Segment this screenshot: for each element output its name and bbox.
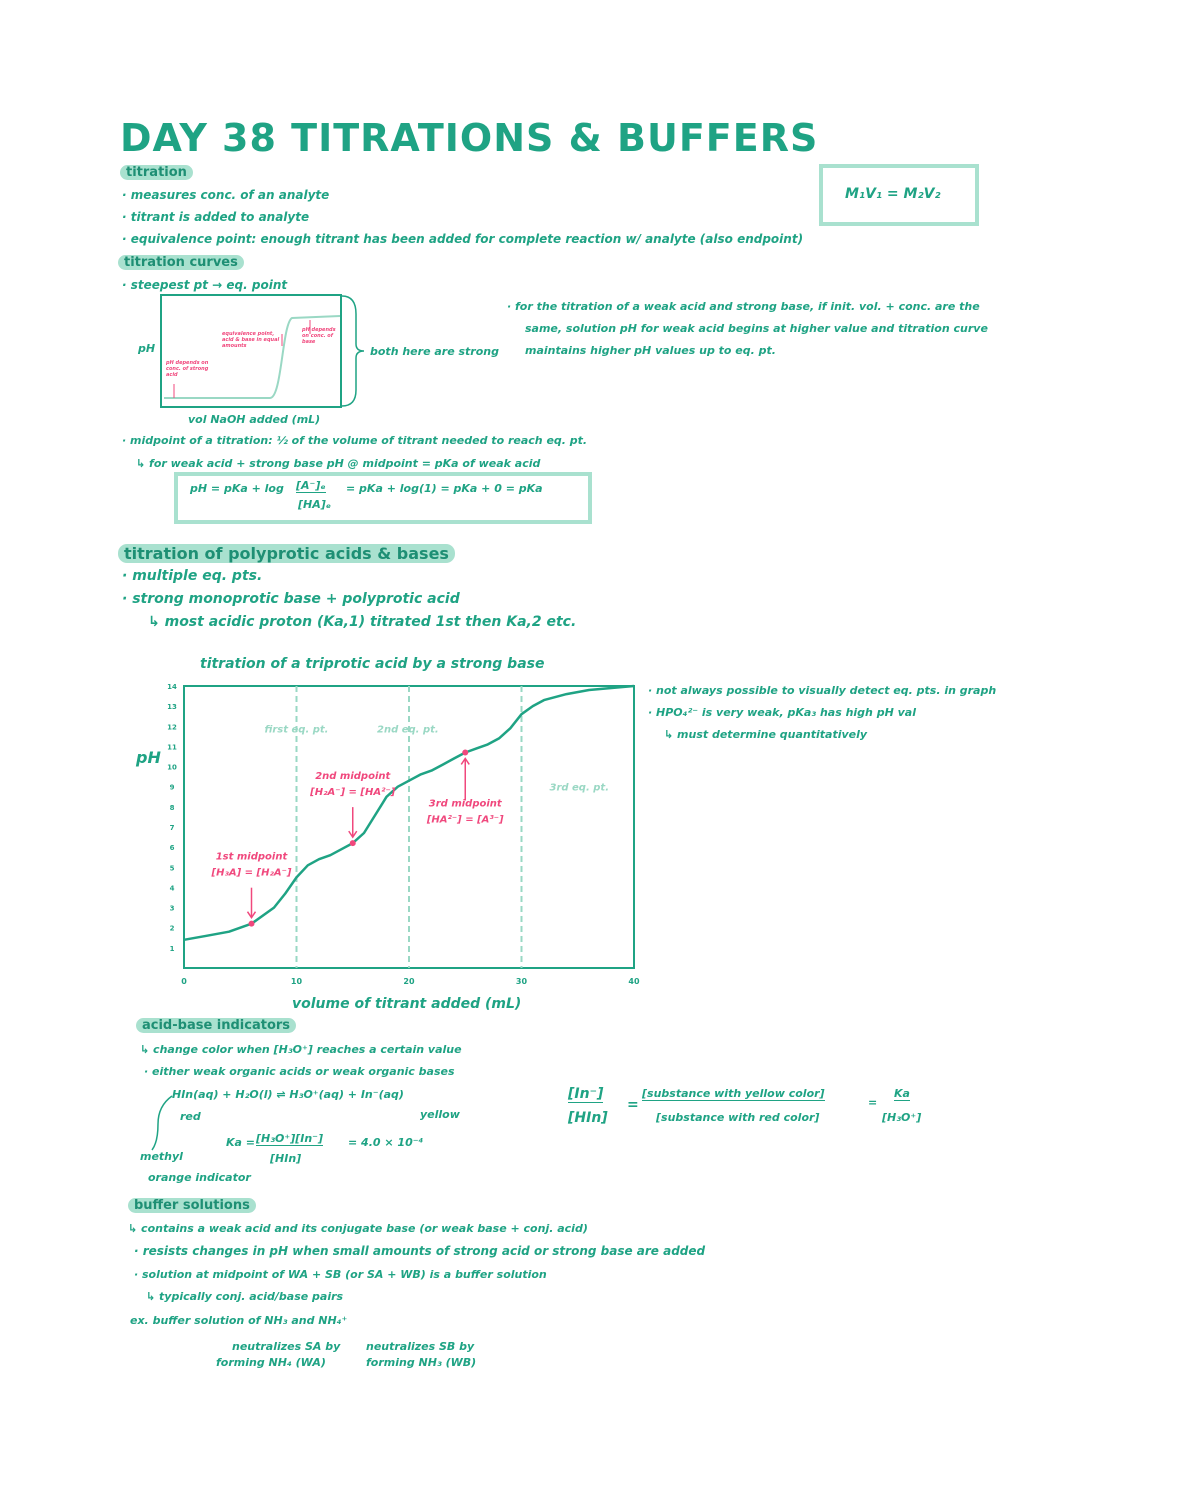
polyprotic-sub: ↳ most acidic proton (Ka,1) titrated 1st then Ka,2 etc.: [148, 614, 577, 630]
y-tick-13: 14: [167, 683, 177, 691]
y-tick-0: 1: [169, 944, 175, 953]
buffer-line-1: ↳ contains a weak acid and its conjugate base (or weak base + conj. acid): [128, 1222, 588, 1235]
heading-buffers: buffer solutions: [128, 1198, 256, 1213]
hh-denominator: [HA]ₑ: [298, 498, 332, 511]
ratio-in: [In⁻]: [568, 1086, 604, 1102]
neutralize-sb-2: forming NH₃ (WB): [366, 1356, 477, 1369]
midpoint-condition-1: [H₃A] = [H₂A⁻]: [211, 867, 292, 879]
y-tick-12: 13: [167, 703, 177, 712]
ratio-h3o: [H₃O⁺]: [882, 1111, 922, 1124]
midpoint-weak-acid: ↳ for weak acid + strong base pH @ midpoint = pKa of weak acid: [136, 457, 541, 470]
x-tick-2: 20: [403, 977, 415, 986]
ka-numerator: [H₃O⁺][In⁻]: [256, 1132, 324, 1145]
titration-bullet-2: · titrant is added to analyte: [122, 210, 310, 224]
small-graph-y-label: pH: [138, 342, 156, 355]
chart-side-note-1: · not always possible to visually detect eq. pts. in graph: [648, 684, 997, 697]
small-graph-x-label: vol NaOH added (mL): [188, 413, 321, 426]
methyl-orange-bracket: [150, 1094, 190, 1154]
henderson-box: [174, 472, 592, 524]
midpoint-label-1: 1st midpoint: [215, 851, 288, 863]
orange-indicator-label: orange indicator: [148, 1171, 251, 1184]
hh-rhs: = pKa + log(1) = pKa + 0 = pKa: [346, 482, 543, 495]
midpoint-condition-2: [H₂A⁻] = [HA²⁻]: [310, 787, 396, 799]
buffer-line-2: · resists changes in pH when small amounts of strong acid or strong base are added: [134, 1244, 706, 1258]
ratio-yellow: [substance with yellow color]: [642, 1087, 825, 1100]
x-tick-1: 10: [290, 977, 303, 986]
heading-titration: titration: [120, 165, 193, 180]
ratio-equals-1: =: [627, 1097, 639, 1113]
y-tick-8: 9: [169, 783, 175, 792]
ratio-hin: [HIn]: [568, 1110, 608, 1126]
ratio-red: [substance with red color]: [656, 1111, 820, 1124]
weak-acid-note-2: same, solution pH for weak acid begins at higher value and titration curve: [525, 322, 988, 335]
neutralize-sa-2: forming NH₄ (WA): [216, 1356, 326, 1369]
small-graph-pink-note-1: pH depends on conc. of strong acid: [166, 360, 209, 378]
small-graph-pink-note-2: equivalence point, acid & base in equal amounts: [222, 331, 280, 349]
x-tick-0: 0: [181, 977, 187, 986]
indicator-line-2: · either weak organic acids or weak organic bases: [144, 1065, 455, 1078]
chart-side-note-2: · HPO₄²⁻ is very weak, pKa₃ has high pH val: [648, 706, 916, 719]
ratio-equals-2: =: [868, 1096, 878, 1109]
y-tick-5: 6: [169, 844, 175, 853]
heading-indicators: acid-base indicators: [136, 1018, 296, 1033]
titration-bullet-3: · equivalence point: enough titrant has been added for complete reaction w/ analyte (also endpoint): [122, 232, 804, 246]
methyl-label: methyl: [140, 1150, 183, 1163]
buffer-line-3: · solution at midpoint of WA + SB (or SA + WB) is a buffer solution: [134, 1268, 547, 1281]
polyprotic-bullet-1: · multiple eq. pts.: [122, 568, 263, 584]
ratio-ka: Ka: [894, 1087, 910, 1100]
ka-value: = 4.0 × 10⁻⁴: [348, 1136, 424, 1149]
small-graph-pink-note-3: pH depends on conc. of base: [302, 327, 336, 345]
midpoint-definition: · midpoint of a titration: ½ of the volume of titrant needed to reach eq. pt.: [122, 434, 588, 447]
indicator-reaction: HIn(aq) + H₂O(l) ⇌ H₃O⁺(aq) + In⁻(aq): [172, 1088, 404, 1101]
y-tick-2: 3: [169, 904, 175, 913]
hh-numerator: [A⁻]ₑ: [296, 479, 326, 492]
polyprotic-bullet-2: · strong monoprotic base + polyprotic acid: [122, 591, 460, 607]
small-titration-graph: [160, 294, 400, 414]
hh-lhs: pH = pKa + log: [190, 482, 284, 495]
buffer-line-4: ↳ typically conj. acid/base pairs: [146, 1290, 344, 1303]
heading-titration-curves: titration curves: [118, 255, 244, 270]
midpoint-dot-3: [462, 749, 468, 755]
weak-acid-note-1: · for the titration of a weak acid and strong base, if init. vol. + conc. are the: [507, 300, 980, 313]
chart-y-label: pH: [136, 748, 161, 767]
buffer-line-5: ex. buffer solution of NH₃ and NH₄⁺: [130, 1314, 348, 1327]
midpoint-condition-3: [HA²⁻] = [A³⁻]: [426, 814, 504, 826]
eq-label-3: 3rd eq. pt.: [549, 782, 609, 794]
y-tick-9: 10: [167, 763, 177, 772]
red-label: red: [180, 1110, 201, 1123]
midpoint-dot-1: [249, 921, 255, 927]
heading-polyprotic: titration of polyprotic acids & bases: [118, 544, 455, 563]
x-tick-3: 30: [515, 977, 528, 986]
x-tick-4: 40: [628, 977, 640, 986]
steepest-point-note: · steepest pt → eq. point: [122, 278, 288, 292]
eq-label-1: first eq. pt.: [264, 724, 329, 736]
midpoint-dot-2: [350, 840, 356, 846]
neutralize-sa-1: neutralizes SA by: [232, 1340, 341, 1353]
weak-acid-note-3: maintains higher pH values up to eq. pt.: [525, 344, 776, 357]
chart-side-note-3: ↳ must determine quantitatively: [664, 728, 868, 741]
eq-label-2: 2nd eq. pt.: [377, 724, 439, 736]
dilution-formula: M₁V₁ = M₂V₂: [845, 186, 941, 202]
chart-x-label: volume of titrant added (mL): [292, 996, 522, 1012]
y-tick-6: 7: [169, 824, 175, 832]
y-tick-3: 4: [169, 884, 175, 893]
y-tick-1: 2: [169, 924, 175, 933]
ka-label: Ka =: [226, 1136, 255, 1149]
y-tick-4: 5: [169, 864, 175, 873]
titration-chart: [160, 670, 660, 1000]
chart-title: titration of a triprotic acid by a strong base: [200, 656, 545, 672]
midpoint-label-2: 2nd midpoint: [315, 771, 391, 783]
titration-bullet-1: · measures conc. of an analyte: [122, 188, 330, 202]
y-tick-10: 11: [167, 743, 177, 752]
indicator-line-1: ↳ change color when [H₃O⁺] reaches a certain value: [140, 1043, 462, 1056]
neutralize-sb-1: neutralizes SB by: [366, 1340, 475, 1353]
ka-denominator: [HIn]: [270, 1152, 302, 1165]
midpoint-label-3: 3rd midpoint: [428, 798, 502, 810]
page-title: DAY 38 TITRATIONS & BUFFERS: [120, 116, 819, 160]
y-tick-11: 12: [167, 723, 177, 732]
yellow-label: yellow: [420, 1108, 460, 1121]
bracket-note: both here are strong: [370, 345, 499, 358]
y-tick-7: 8: [169, 803, 175, 812]
